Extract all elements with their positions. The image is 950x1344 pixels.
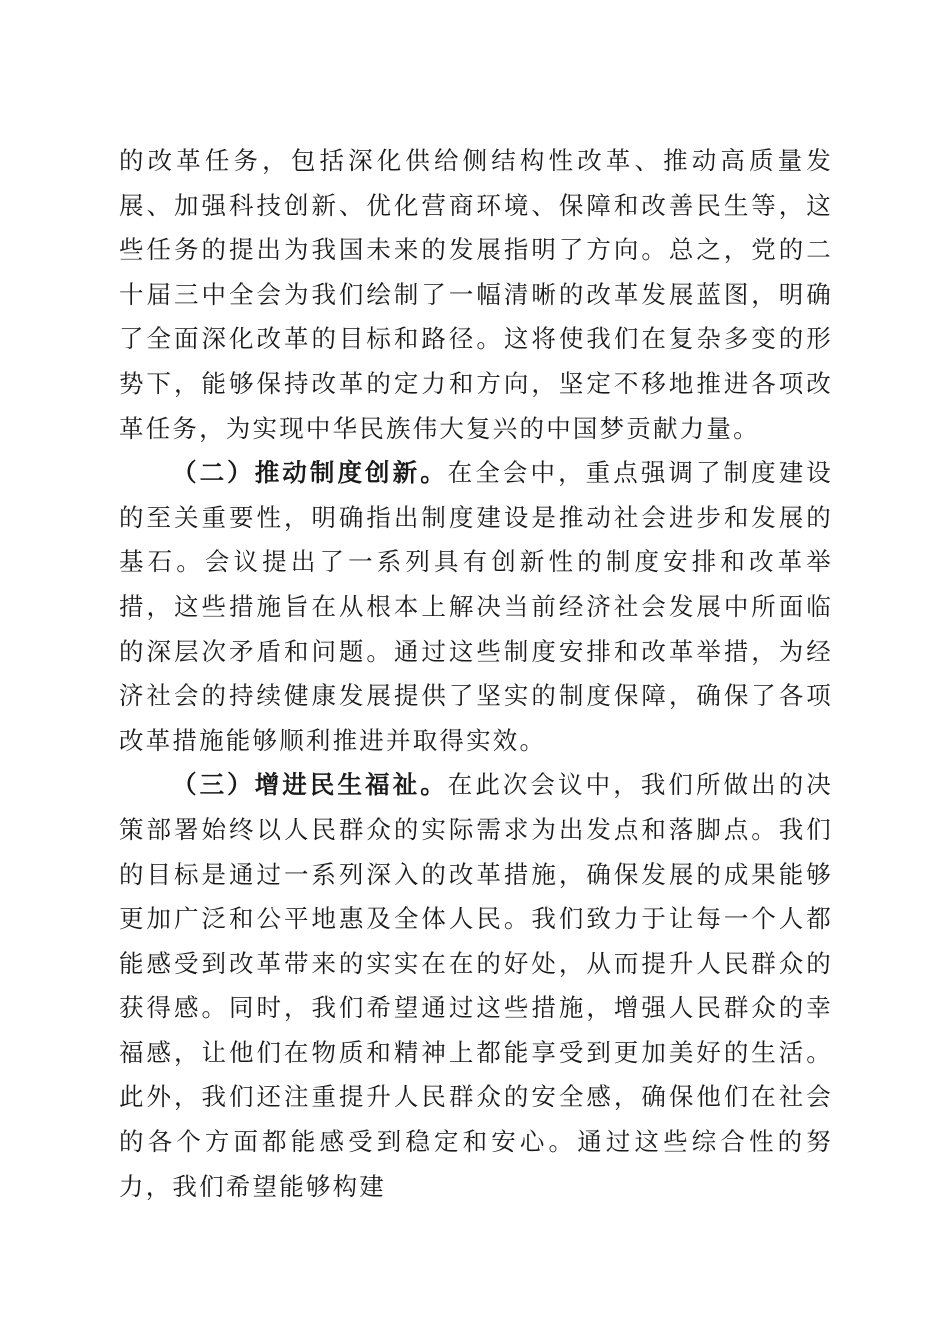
paragraph-text: 在此次会议中，我们所做出的决策部署始终以人民群众的实际需求为出发点和落脚点。我们的目标是通过一系列深入的改革措施，确保发展的成果能够更加广泛和公平地惠及全体人民。我们致力于让每一个人都能感受到改革带来的实实在在的好处，从而提升人民群众的获得感。同时，我们希望通过这些措施，增强人民群众的幸福感，让他们在物质和精神上都能享受到更加美好的生活。此外，我们还注重提升人民群众的安全感，确保他们在社会的各个方面都能感受到稳定和安心。通过这些综合性的努力，我们希望能够构建 [119,770,833,1201]
section-heading-people-wellbeing: （三）增进民生福祉。 [172,770,448,800]
paragraph-reform-tasks [119,139,833,451]
paragraph-text: 的改革任务，包括深化供给侧结构性改革、推动高质量发展、加强科技创新、优化营商环境、保障和改善民生等，这些任务的提出为我国未来的发展指明了方向。总之，党的二十届三中全会为我们绘制了一幅清晰的改革发展蓝图，明确了全面深化改革的目标和路径。这将使我们在复杂多变的形势下，能够保持改革的定力和方向，坚定不移地推进各项改革任务，为实现中华民族伟大复兴的中国梦贡献力量。 [119,146,833,443]
document-body [119,139,833,1209]
section-heading-institutional-innovation: （二）推动制度创新。 [172,458,448,488]
paragraph-text: 在全会中，重点强调了制度建设的至关重要性，明确指出制度建设是推动社会进步和发展的基石。会议提出了一系列具有创新性的制度安排和改革举措，这些措施旨在从根本上解决当前经济社会发展中所面临的深层次矛盾和问题。通过这些制度安排和改革举措，为经济社会的持续健康发展提供了坚实的制度保障，确保了各项改革措施能够顺利推进并取得实效。 [119,458,833,755]
paragraph-people-wellbeing [119,763,833,1209]
paragraph-institutional-innovation [119,451,833,763]
